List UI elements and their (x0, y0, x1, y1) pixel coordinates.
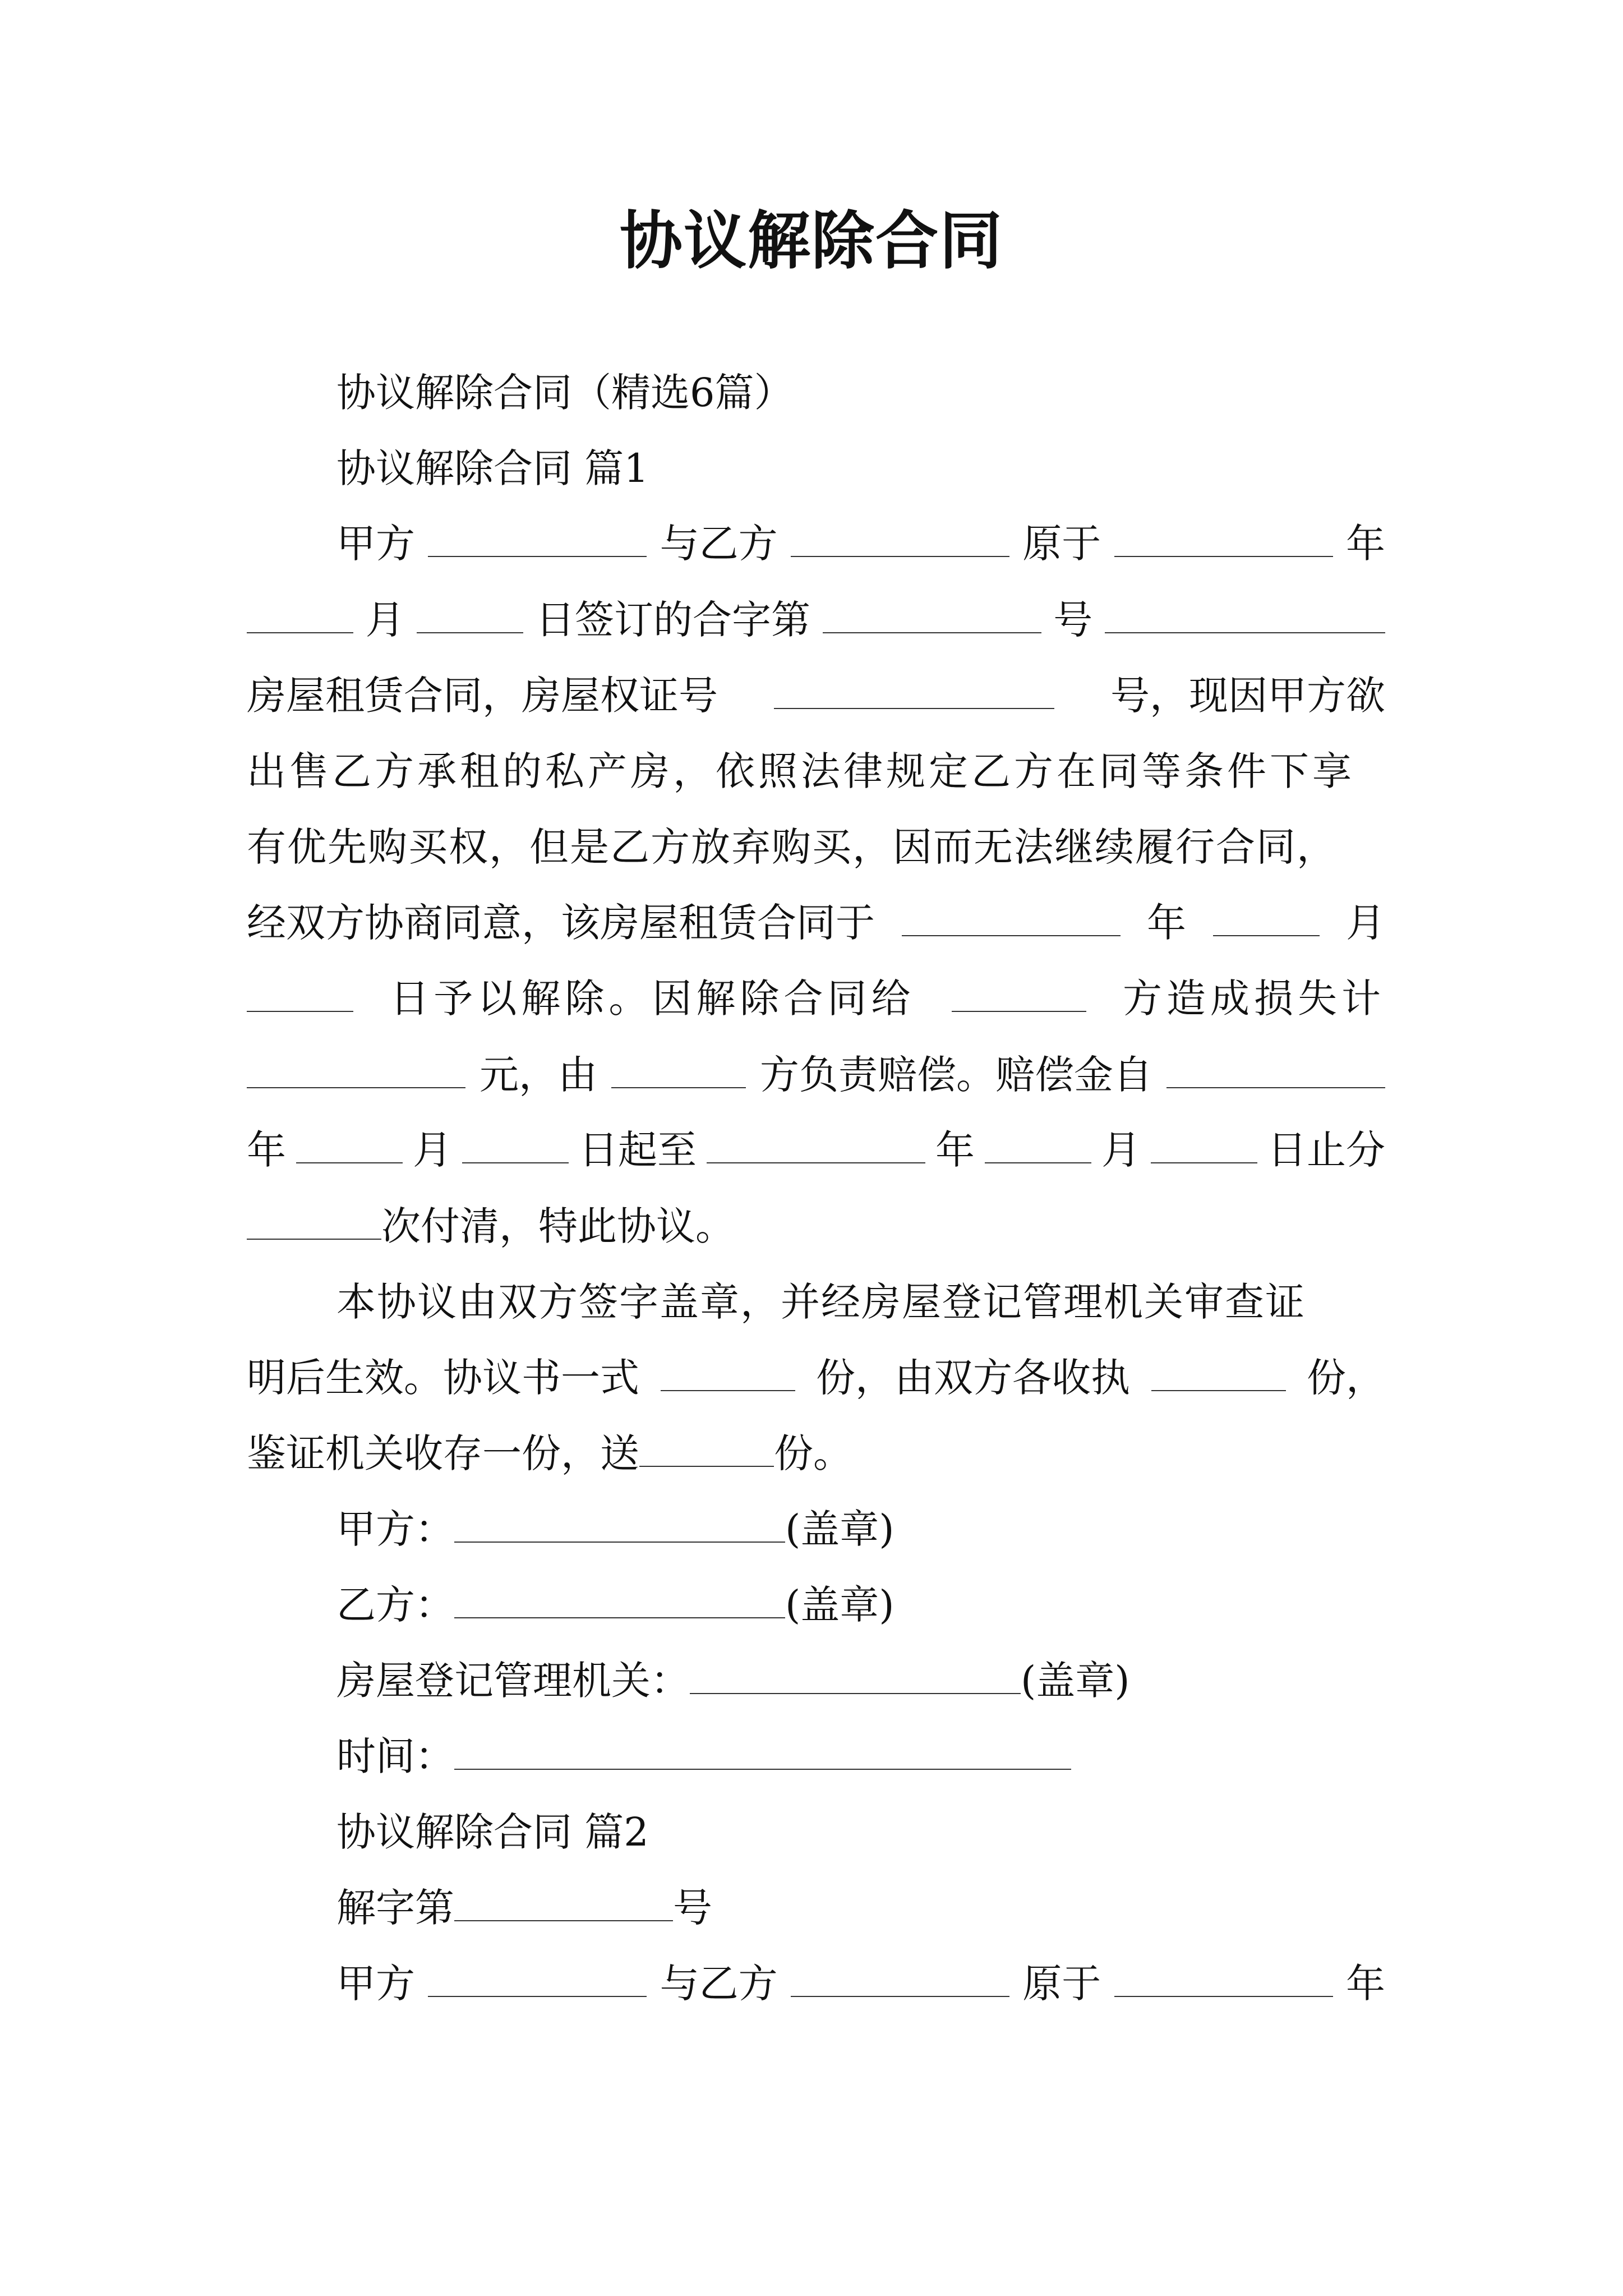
paragraph-1-line-4: 出售乙方承租的私产房，依照法律规定乙方在同等条件下享 (247, 748, 1355, 794)
paragraph-3-line-1: 甲方 与乙方 原于 年 (336, 1961, 1385, 2007)
blank-field (823, 597, 1041, 633)
blank-field (791, 521, 1009, 557)
blank-field (417, 597, 523, 633)
blank-field (454, 1885, 673, 1921)
blank-field (952, 976, 1086, 1012)
blank-field (247, 976, 353, 1012)
blank-field (1213, 900, 1320, 936)
blank-field (661, 1355, 795, 1391)
document-title: 协议解除合同 (620, 205, 1003, 278)
blank-field (1151, 1355, 1286, 1391)
blank-field (296, 1128, 403, 1163)
paragraph-1-line-10: 次付清，特此协议。 (247, 1198, 1385, 1254)
blank-field (611, 1052, 746, 1088)
blank-field (428, 521, 647, 557)
blank-field (639, 1431, 774, 1467)
paragraph-1-line-9: 年 月 日起至 年 月 日止分 (247, 1127, 1385, 1173)
blank-field (791, 1961, 1009, 1997)
blank-field (428, 1961, 647, 1997)
date-blank (454, 1734, 1071, 1770)
paragraph-2-line-2: 明后生效。协议书一式 份，由双方各收执 份， (247, 1355, 1385, 1401)
blank-field (985, 1128, 1091, 1163)
section-heading-1: 协议解除合同 篇1 (336, 445, 649, 491)
blank-field (247, 597, 353, 633)
paragraph-1-line-1: 甲方 与乙方 原于 年 (336, 521, 1385, 567)
blank-field (247, 1052, 465, 1088)
signature-party-a: 甲方： (盖章) (336, 1506, 895, 1552)
blank-field (902, 900, 1121, 936)
signature-blank (690, 1658, 1021, 1694)
section-heading-2: 协议解除合同 篇2 (336, 1809, 649, 1855)
blank-field (774, 673, 1054, 709)
paragraph-2-line-3: 鉴证机关收存一份，送 份。 (247, 1430, 852, 1476)
blank-field (247, 1204, 381, 1240)
signature-blank (454, 1582, 785, 1618)
paragraph-1-line-8: 元，由 方负责赔偿。赔偿金自 (247, 1047, 1385, 1103)
paragraph-1-line-5: 有优先购买权，但是乙方放弃购买，因而无法继续履行合同， (247, 824, 1337, 870)
blank-field (1166, 1052, 1385, 1088)
signature-party-b: 乙方： (盖章) (336, 1582, 895, 1628)
paragraph-1-line-6: 经双方协商同意，该房屋租赁合同于 年 月 (247, 900, 1385, 946)
paragraph-1-line-7: 日予以解除。因解除合同给 方造成损失计 (247, 970, 1385, 1027)
paragraph-1-line-2: 月 日签订的合字第 号 (247, 592, 1385, 648)
blank-field (1114, 1961, 1333, 1997)
subtitle: 协议解除合同（精选6篇） (336, 370, 794, 416)
signature-blank (454, 1507, 785, 1543)
paragraph-2-line-1: 本协议由双方签字盖章，并经房屋登记管理机关审查证 (336, 1279, 1306, 1325)
blank-field (462, 1128, 569, 1163)
paragraph-1-line-3: 房屋租赁合同，房屋权证号 号，现因甲方欲 (247, 673, 1385, 719)
blank-field (1151, 1128, 1257, 1163)
signature-time: 时间： (336, 1728, 1385, 1784)
blank-field (707, 1128, 925, 1163)
signature-authority: 房屋登记管理机关： (盖章) (336, 1658, 1130, 1704)
blank-field (1105, 597, 1385, 633)
blank-field (1114, 521, 1333, 557)
document-number: 解字第 号 (336, 1885, 712, 1931)
